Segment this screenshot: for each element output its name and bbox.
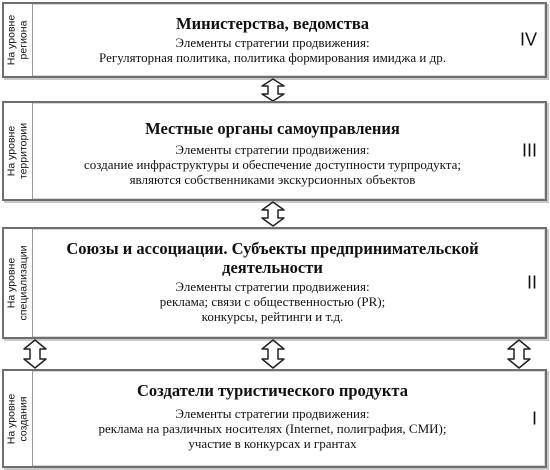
level-line: создание инфраструктуры и обеспечение доступности турпродукта; xyxy=(83,157,462,172)
level-subtitle: Элементы стратегии продвижения: xyxy=(175,406,370,421)
level-content xyxy=(34,371,511,466)
level-roman-numeral: III xyxy=(521,140,537,161)
level-content xyxy=(34,229,511,337)
side-label-line: территории xyxy=(17,122,29,180)
level-title: Союзы и ассоциации. Субъекты предпринимательской xyxy=(66,239,479,258)
level-line: Регуляторная политика, политика формирования имиджа и др. xyxy=(99,50,446,65)
level-side-label xyxy=(4,371,33,466)
level-roman-numeral: I xyxy=(531,408,537,428)
level-side-label xyxy=(4,4,33,76)
double-arrow-icon xyxy=(258,78,288,102)
level-title: Министерства, ведомства xyxy=(176,14,369,33)
double-arrow-icon xyxy=(504,339,534,369)
level-title: Местные органы самоуправления xyxy=(145,119,400,138)
level-subtitle: Элементы стратегии продвижения: xyxy=(175,35,370,50)
side-label-line: специализации xyxy=(17,245,29,321)
level-box-specialization xyxy=(2,227,547,339)
level-line: конкурсы, рейтинги и т.д. xyxy=(201,309,344,324)
level-side-label xyxy=(4,103,33,199)
level-line: являются собственниками экскурсионных объектов xyxy=(129,172,416,187)
level-subtitle: Элементы стратегии продвижения: xyxy=(175,279,370,294)
side-label-line: На уровне xyxy=(5,257,18,309)
level-box-region xyxy=(2,2,547,78)
level-subtitle: Элементы стратегии продвижения: xyxy=(175,142,370,157)
level-line: реклама на различных носителях (Internet, полиграфия, СМИ); xyxy=(98,421,447,436)
side-label-line: На уровне xyxy=(5,393,18,444)
side-label-line: региона xyxy=(17,20,29,60)
level-title-continuation: деятельности xyxy=(222,258,323,277)
level-line: реклама; связи с общественностью (PR); xyxy=(159,294,386,309)
level-roman-numeral: II xyxy=(526,272,537,293)
level-box-territory xyxy=(2,101,547,201)
side-label-line: На уровне xyxy=(5,14,18,66)
level-content xyxy=(34,4,511,76)
level-title: Создатели туристического продукта xyxy=(136,381,408,400)
double-arrow-icon xyxy=(258,201,288,227)
double-arrow-icon xyxy=(20,339,50,369)
double-arrow-icon xyxy=(258,339,288,369)
level-content xyxy=(34,103,511,199)
level-box-creation xyxy=(2,369,547,468)
level-roman-numeral: IV xyxy=(519,29,537,50)
level-line: участие в конкурсах и грантах xyxy=(188,436,357,451)
side-label-line: создания xyxy=(17,396,29,441)
side-label-line: На уровне xyxy=(5,125,18,177)
level-side-label xyxy=(4,229,33,337)
